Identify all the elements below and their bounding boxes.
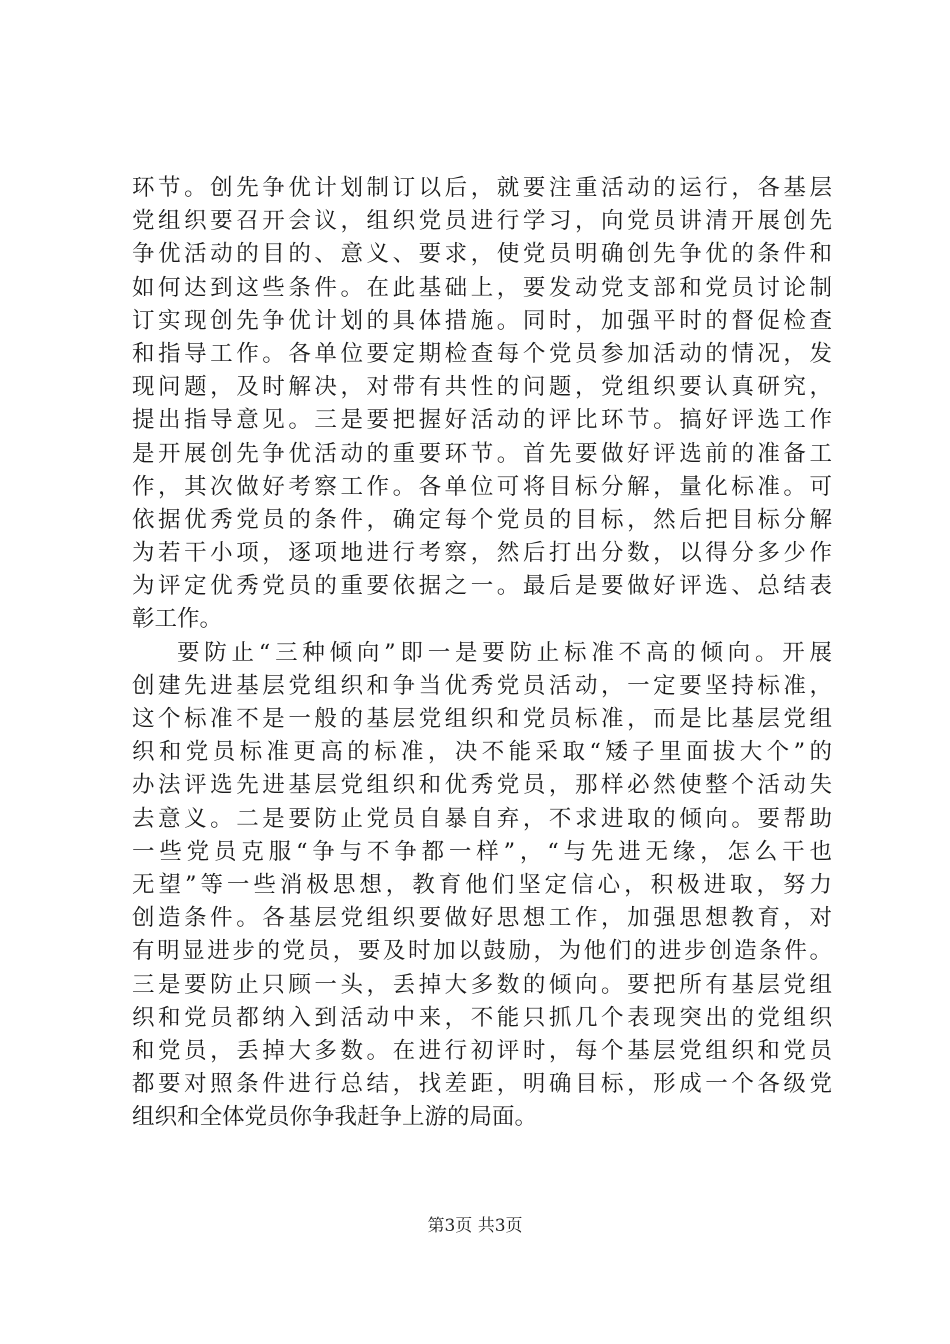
text-line: 一些党员克服“争与不争都一样”，“与先进无缘，怎么干也: [132, 838, 832, 865]
paragraph: [132, 172, 832, 637]
text-line: 都要对照条件进行总结，找差距，明确目标，形成一个各级党: [132, 1071, 832, 1098]
document-body: [132, 172, 832, 1134]
text-line: 党组织要召开会议，组织党员进行学习，向党员讲清开展创先: [132, 208, 832, 235]
paragraph: [132, 637, 832, 1135]
text-line: 彰工作。: [132, 606, 223, 633]
text-line: 争优活动的目的、意义、要求，使党员明确创先争优的条件和: [132, 241, 832, 268]
text-line: 为若干小项，逐项地进行考察，然后打出分数，以得分多少作: [132, 540, 832, 567]
text-line: 作，其次做好考察工作。各单位可将目标分解，量化标准。可: [132, 473, 832, 500]
text-line: 这个标准不是一般的基层党组织和党员标准，而是比基层党组: [132, 706, 832, 732]
text-line: 为评定优秀党员的重要依据之一。最后是要做好评选、总结表: [132, 573, 832, 600]
text-line: 去意义。二是要防止党员自暴自弃，不求进取的倾向。要帮助: [132, 805, 832, 832]
text-line: 现问题，及时解决，对带有共性的问题，党组织要认真研究，: [132, 374, 832, 401]
text-line: 创造条件。各基层党组织要做好思想工作，加强思想教育，对: [132, 905, 832, 932]
text-line: 如何达到这些条件。在此基础上，要发动党支部和党员讨论制: [132, 274, 832, 301]
text-line: 三是要防止只顾一头，丢掉大多数的倾向。要把所有基层党组: [132, 971, 832, 998]
text-line: 提出指导意见。三是要把握好活动的评比环节。搞好评选工作: [132, 407, 832, 434]
text-line: 织和党员标准更高的标准，决不能采取“矮子里面拔大个”的: [132, 739, 832, 766]
text-line: 依据优秀党员的条件，确定每个党员的目标，然后把目标分解: [132, 506, 832, 533]
text-line: 要防止“三种倾向”即一是要防止标准不高的倾向。开展: [177, 639, 832, 666]
text-line: 有明显进步的党员，要及时加以鼓励，为他们的进步创造条件。: [132, 938, 832, 965]
text-line: 办法评选先进基层党组织和优秀党员，那样必然使整个活动失: [132, 772, 832, 799]
text-line: 创建先进基层党组织和争当优秀党员活动，一定要坚持标准，: [132, 672, 832, 699]
text-line: 是开展创先争优活动的重要环节。首先要做好评选前的准备工: [132, 440, 832, 467]
text-line: 织和党员都纳入到活动中来，不能只抓几个表现突出的党组织: [132, 1004, 832, 1031]
text-line: 组织和全体党员你争我赶争上游的局面。: [132, 1104, 538, 1131]
text-line: 环节。创先争优计划制订以后，就要注重活动的运行，各基层: [132, 175, 832, 201]
text-line: 无望”等一些消极思想，教育他们坚定信心，积极进取，努力: [132, 871, 832, 898]
text-line: 和指导工作。各单位要定期检查每个党员参加活动的情况，发: [132, 340, 832, 367]
text-line: 订实现创先争优计划的具体措施。同时，加强平时的督促检查: [132, 307, 832, 334]
page-footer: 第3页 共3页: [427, 1216, 523, 1236]
text-line: 和党员，丢掉大多数。在进行初评时，每个基层党组织和党员: [132, 1037, 832, 1064]
